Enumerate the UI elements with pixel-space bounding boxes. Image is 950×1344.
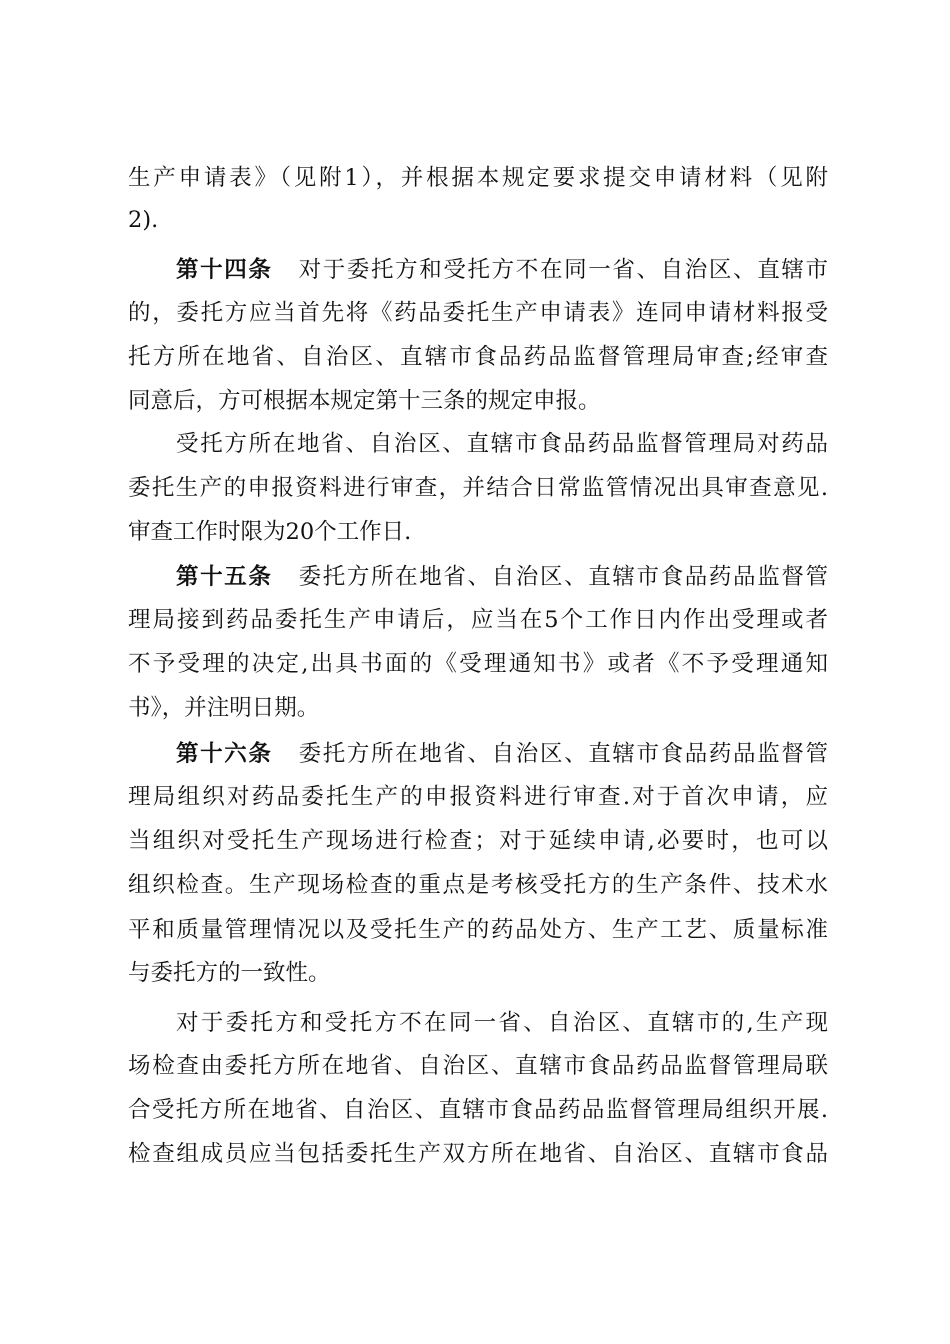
paragraph-line: 对于委托方和受托方不在同一省、自治区、直辖市的,生产现 — [176, 1010, 828, 1036]
text-line: 合受托方所在地省、自治区、直辖市食品药品监督管理局组织开展. — [128, 1097, 828, 1123]
article-line — [176, 734, 828, 774]
text-line: 场检查由委托方所在地省、自治区、直辖市食品药品监督管理局联 — [128, 1053, 828, 1079]
text-line: 不予受理的决定,出具书面的《受理通知书》或者《不予受理通知 — [128, 651, 828, 677]
text-line: 组织检查。生产现场检查的重点是考核受托方的生产条件、技术水 — [128, 872, 828, 898]
article-line — [176, 250, 828, 290]
paragraph-line: 受托方所在地省、自治区、直辖市食品药品监督管理局对药品 — [176, 431, 828, 457]
article-heading: 第十四条 — [176, 257, 273, 283]
text-line: 的，委托方应当首先将《药品委托生产申请表》连同申请材料报受 — [128, 300, 828, 326]
text-line: 2). — [128, 207, 159, 233]
text-line: 审查工作时限为20个工作日. — [128, 519, 412, 545]
text-line: 委托生产的申报资料进行审查，并结合日常监管情况出具审查意见. — [128, 475, 828, 501]
text-line: 理局接到药品委托生产申请后，应当在5个工作日内作出受理或者 — [128, 607, 828, 633]
text-line: 书》，并注明日期。 — [128, 695, 320, 721]
article-text: 委托方所在地省、自治区、直辖市食品药品监督管 — [298, 564, 828, 590]
article-text: 委托方所在地省、自治区、直辖市食品药品监督管 — [298, 741, 828, 767]
article-line — [176, 557, 828, 597]
article-text: 对于委托方和受托方不在同一省、自治区、直辖市 — [298, 257, 828, 283]
text-line: 当组织对受托生产现场进行检查；对于延续申请,必要时，也可以 — [128, 828, 828, 854]
article-heading: 第十五条 — [176, 564, 273, 590]
text-line: 生产申请表》（见附1），并根据本规定要求提交申请材料（见附 — [128, 165, 828, 191]
text-line: 理局组织对药品委托生产的申报资料进行审查.对于首次申请，应 — [128, 784, 828, 810]
text-line: 检查组成员应当包括委托生产双方所在地省、自治区、直辖市食品 — [128, 1141, 828, 1167]
text-line: 同意后，方可根据本规定第十三条的规定申报。 — [128, 388, 601, 414]
article-heading: 第十六条 — [176, 741, 273, 767]
text-line: 托方所在地省、自治区、直辖市食品药品监督管理局审查;经审查 — [128, 344, 828, 370]
text-line: 平和质量管理情况以及受托生产的药品处方、生产工艺、质量标准 — [128, 917, 828, 943]
text-line: 与委托方的一致性。 — [128, 960, 331, 986]
